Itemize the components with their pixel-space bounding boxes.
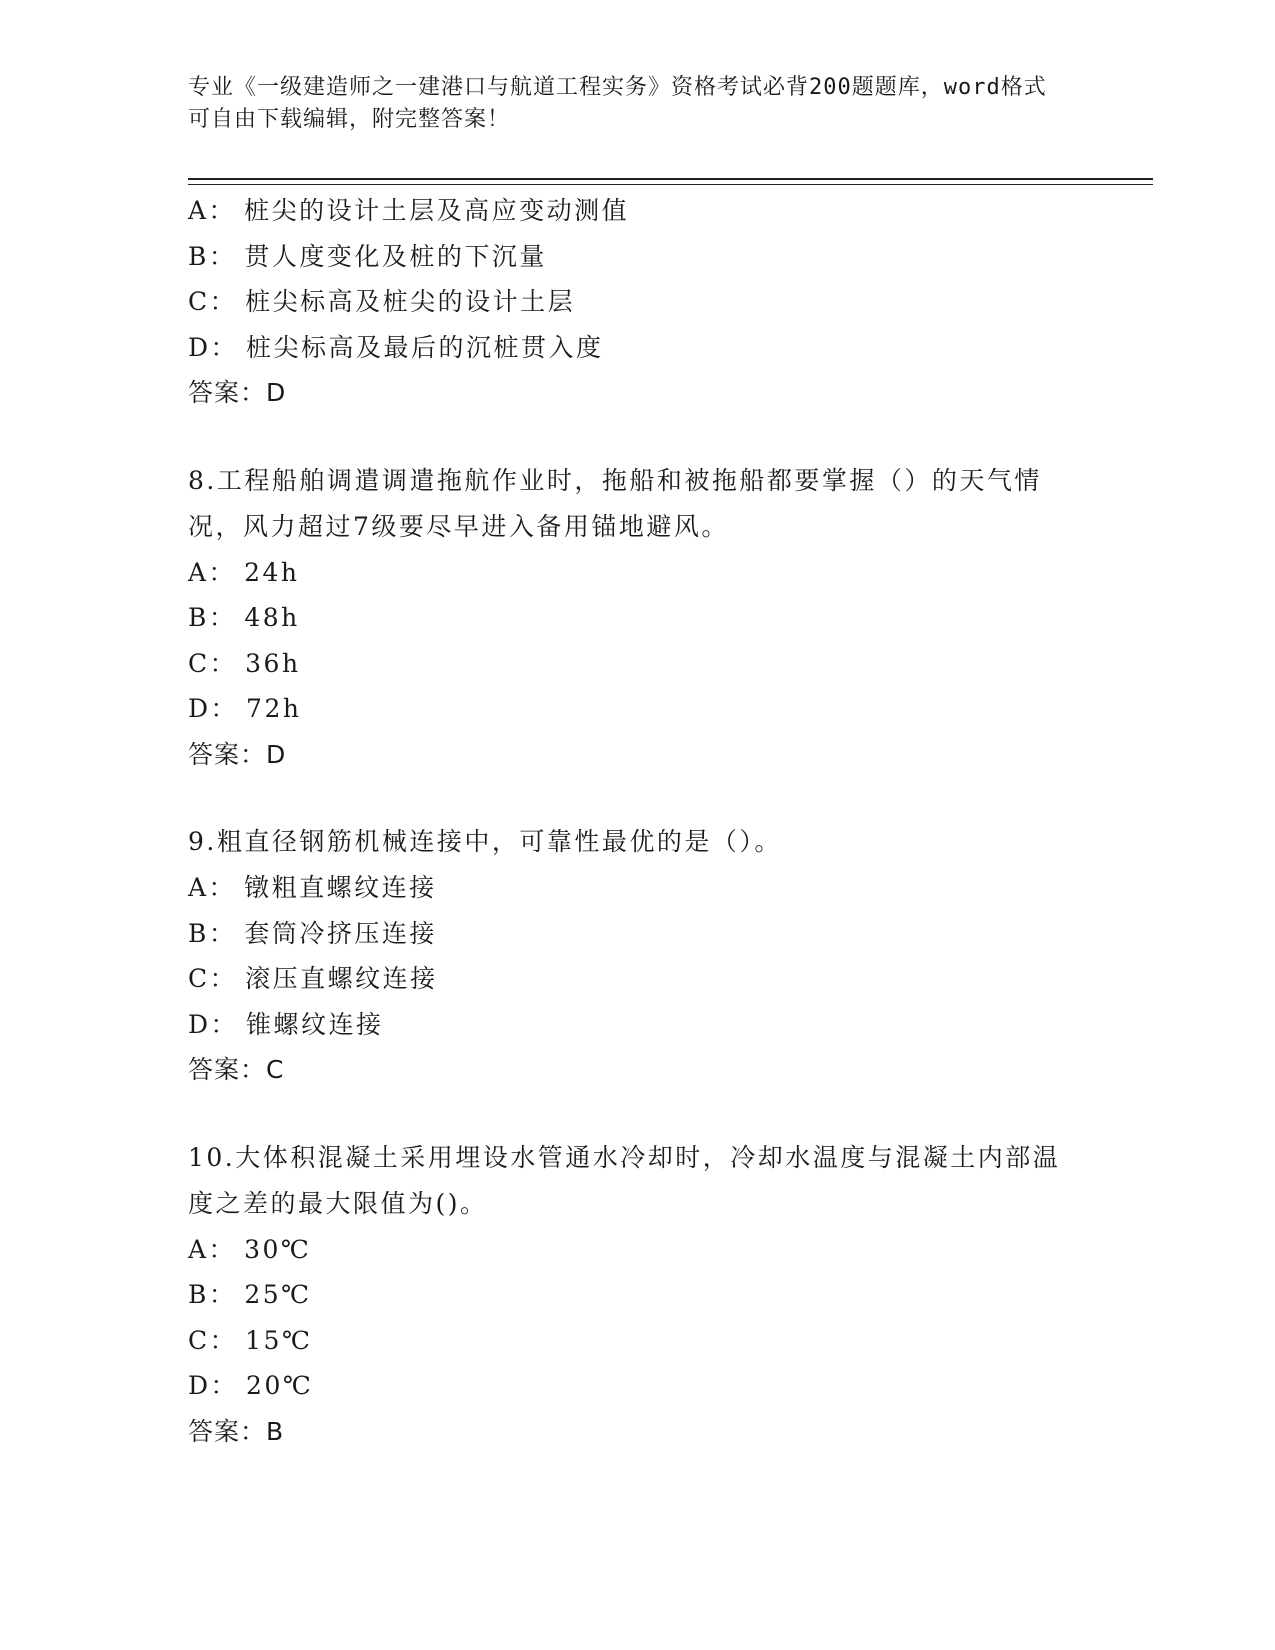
question-block-10 — [188, 1135, 1088, 1455]
option-c: C： 15℃ — [188, 1325, 313, 1355]
option-d: D： 桩尖标高及最后的沉桩贯入度 — [188, 332, 604, 362]
header-title: 专业《一级建造师之一建港口与航道工程实务》资格考试必背200题题库，word格式可自由下载编辑，附完整答案！ — [188, 75, 1047, 132]
question-block-8 — [188, 458, 1088, 778]
question-stem: 8.工程船舶调遣调遣拖航作业时，拖船和被拖船都要掌握（）的天气情况，风力超过7级要尽早进入备用锚地避风。 — [188, 465, 1042, 541]
answer-line: 答案：D — [188, 739, 287, 769]
option-c: C： 36h — [188, 648, 301, 678]
answer-line: 答案：B — [188, 1416, 285, 1446]
option-b: B： 贯人度变化及桩的下沉量 — [188, 241, 547, 271]
option-a: A： 镦粗直螺纹连接 — [188, 873, 437, 902]
answer-line: 答案：D — [188, 378, 287, 407]
option-a: A： 24h — [188, 557, 300, 587]
question-block-partial — [188, 188, 1088, 416]
header-divider-thick — [188, 178, 1153, 180]
question-stem: 9.粗直径钢筋机械连接中，可靠性最优的是（）。 — [188, 827, 782, 856]
option-d: D： 20℃ — [188, 1371, 314, 1400]
option-a: A： 30℃ — [188, 1234, 312, 1264]
option-c: C： 滚压直螺纹连接 — [188, 964, 438, 993]
question-block-9 — [188, 819, 1088, 1093]
option-a: A： 桩尖的设计土层及高应变动测值 — [188, 196, 630, 225]
option-b: B： 套筒冷挤压连接 — [188, 918, 437, 948]
option-b: B： 48h — [188, 603, 300, 632]
question-list — [188, 188, 1088, 1454]
option-c: C： 桩尖标高及桩尖的设计土层 — [188, 287, 576, 316]
option-d: D： 72h — [188, 694, 302, 723]
header-divider-thin — [188, 184, 1153, 185]
answer-line: 答案：C — [188, 1055, 285, 1084]
document-header — [188, 72, 1068, 136]
question-stem: 10.大体积混凝土采用埋设水管通水冷却时，冷却水温度与混凝土内部温度之差的最大限值为()。 — [188, 1142, 1061, 1218]
option-d: D： 锥螺纹连接 — [188, 1009, 384, 1039]
option-b: B： 25℃ — [188, 1280, 312, 1309]
